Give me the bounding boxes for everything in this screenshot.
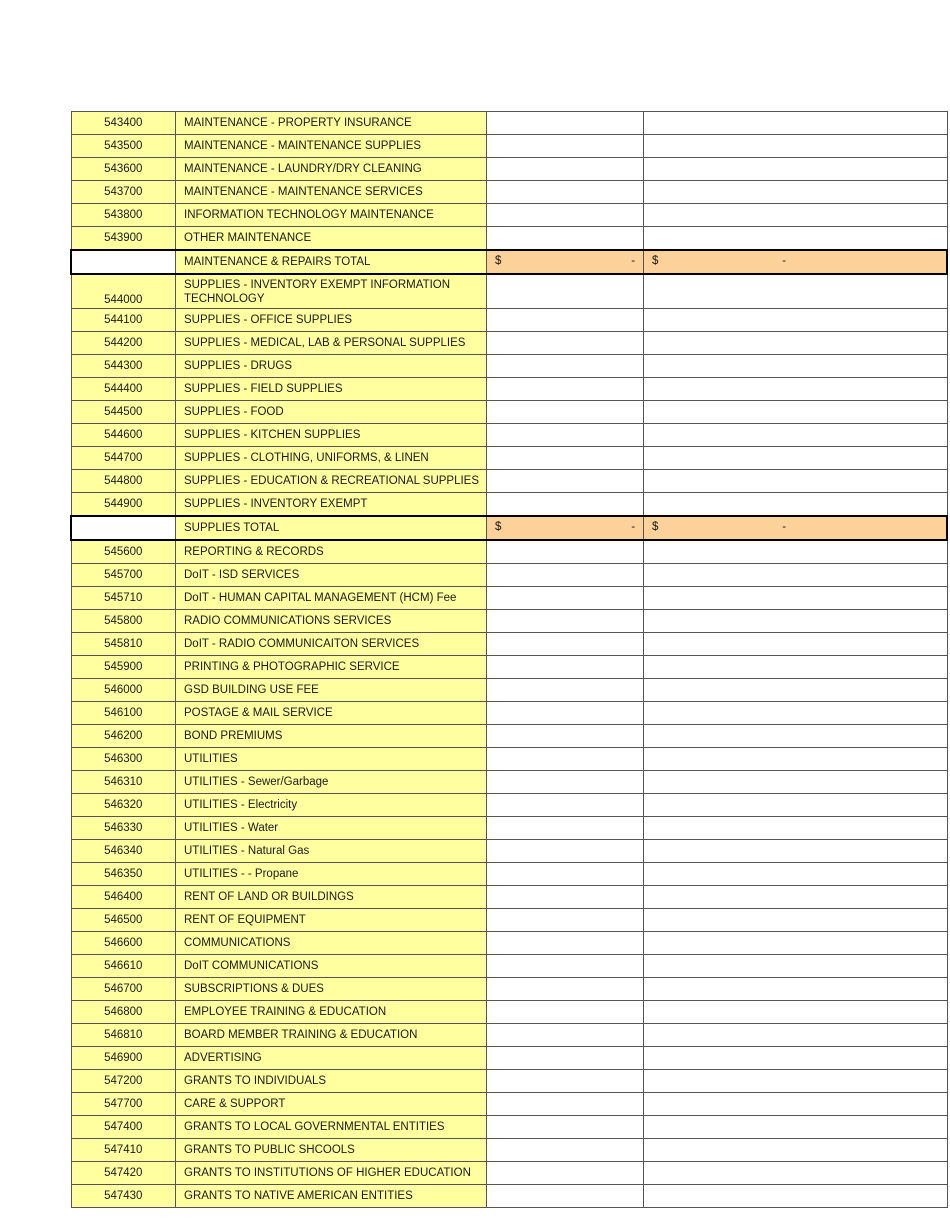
amount-cell-1[interactable] <box>487 886 644 909</box>
account-code: 546500 <box>71 909 176 932</box>
amount-cell-1[interactable] <box>487 1162 644 1185</box>
account-description: SUBSCRIPTIONS & DUES <box>176 978 487 1001</box>
amount-cell-1[interactable] <box>487 863 644 886</box>
account-code: 544800 <box>71 470 176 493</box>
amount-cell-1[interactable] <box>487 274 644 309</box>
account-description: UTILITIES <box>176 748 487 771</box>
currency-symbol: $ <box>495 521 502 534</box>
account-description: COMMUNICATIONS <box>176 932 487 955</box>
amount-cell-2[interactable] <box>644 332 948 355</box>
account-code: 545810 <box>71 633 176 656</box>
amount-cell-2[interactable] <box>644 1139 948 1162</box>
expense-rows <box>71 112 947 1208</box>
amount-cell-1[interactable] <box>487 112 644 135</box>
account-description: POSTAGE & MAIL SERVICE <box>176 702 487 725</box>
table-row <box>71 227 947 251</box>
table-row <box>71 1047 947 1070</box>
account-description: SUPPLIES - MEDICAL, LAB & PERSONAL SUPPLIES <box>176 332 487 355</box>
amount-cell-2[interactable] <box>644 424 948 447</box>
account-description: MAINTENANCE - PROPERTY INSURANCE <box>176 112 487 135</box>
amount-cell-1[interactable] <box>487 1116 644 1139</box>
account-code: 546700 <box>71 978 176 1001</box>
account-description: RENT OF EQUIPMENT <box>176 909 487 932</box>
account-description: SUPPLIES - KITCHEN SUPPLIES <box>176 424 487 447</box>
amount-cell-1[interactable] <box>487 1001 644 1024</box>
account-code: 544400 <box>71 378 176 401</box>
account-code: 544000 <box>71 274 176 309</box>
amount-cell-1[interactable] <box>487 633 644 656</box>
account-description: UTILITIES - Water <box>176 817 487 840</box>
expense-table <box>70 111 948 1208</box>
amount-cell-2[interactable] <box>644 1116 948 1139</box>
amount-cell-1[interactable] <box>487 610 644 633</box>
amount-cell-1[interactable] <box>487 840 644 863</box>
account-code: 544900 <box>71 493 176 517</box>
total-row <box>71 250 947 274</box>
account-description: MAINTENANCE - MAINTENANCE SUPPLIES <box>176 135 487 158</box>
table-row <box>71 447 947 470</box>
account-description: MAINTENANCE - MAINTENANCE SERVICES <box>176 181 487 204</box>
account-code: 547700 <box>71 1093 176 1116</box>
account-description: REPORTING & RECORDS <box>176 540 487 564</box>
account-description: GRANTS TO LOCAL GOVERNMENTAL ENTITIES <box>176 1116 487 1139</box>
amount-cell-2[interactable] <box>644 587 948 610</box>
amount-cell-2[interactable] <box>644 725 948 748</box>
amount-cell-1[interactable] <box>487 564 644 587</box>
amount-cell-1[interactable] <box>487 1185 644 1208</box>
amount-cell-2[interactable] <box>644 702 948 725</box>
table-row <box>71 274 947 309</box>
table-row <box>71 909 947 932</box>
amount-cell-2[interactable] <box>644 1070 948 1093</box>
table-row <box>71 181 947 204</box>
amount-cell-1[interactable] <box>487 1139 644 1162</box>
table-row <box>71 112 947 135</box>
account-description: UTILITIES - Natural Gas <box>176 840 487 863</box>
account-description: RENT OF LAND OR BUILDINGS <box>176 886 487 909</box>
amount-cell-2[interactable] <box>644 112 948 135</box>
amount-cell-1[interactable] <box>487 355 644 378</box>
table-row <box>71 1162 947 1185</box>
account-code: 547430 <box>71 1185 176 1208</box>
amount-cell-2[interactable] <box>644 250 948 274</box>
table-row <box>71 863 947 886</box>
amount-cell-1[interactable] <box>487 378 644 401</box>
amount-cell-1[interactable] <box>487 748 644 771</box>
budget-sheet <box>70 111 948 1208</box>
account-description: SUPPLIES - FOOD <box>176 401 487 424</box>
amount-cell-1[interactable] <box>487 493 644 517</box>
amount-cell-2[interactable] <box>644 401 948 424</box>
amount-cell-1[interactable] <box>487 794 644 817</box>
account-code: 546350 <box>71 863 176 886</box>
account-code: 543500 <box>71 135 176 158</box>
amount-cell-2[interactable] <box>644 794 948 817</box>
amount-cell-2[interactable] <box>644 493 948 517</box>
total-label: SUPPLIES TOTAL <box>176 516 487 540</box>
table-row <box>71 771 947 794</box>
amount-cell-2[interactable] <box>644 1185 948 1208</box>
account-code: 546400 <box>71 886 176 909</box>
table-row <box>71 725 947 748</box>
amount-cell-2[interactable] <box>644 840 948 863</box>
amount-cell-2[interactable] <box>644 748 948 771</box>
account-description: INFORMATION TECHNOLOGY MAINTENANCE <box>176 204 487 227</box>
amount-cell-1[interactable] <box>487 978 644 1001</box>
account-code: 546100 <box>71 702 176 725</box>
amount-cell-1[interactable] <box>487 332 644 355</box>
account-code: 547410 <box>71 1139 176 1162</box>
table-row <box>71 1093 947 1116</box>
table-row <box>71 1139 947 1162</box>
amount-cell-2[interactable] <box>644 909 948 932</box>
table-row <box>71 401 947 424</box>
table-row <box>71 1116 947 1139</box>
table-row <box>71 204 947 227</box>
account-code: 546000 <box>71 679 176 702</box>
amount-cell-2[interactable] <box>644 1093 948 1116</box>
amount-cell-2[interactable] <box>644 817 948 840</box>
account-description: PRINTING & PHOTOGRAPHIC SERVICE <box>176 656 487 679</box>
account-description: SUPPLIES - OFFICE SUPPLIES <box>176 309 487 332</box>
amount-cell-1[interactable] <box>487 470 644 493</box>
amount-cell-2[interactable] <box>644 204 948 227</box>
table-row <box>71 955 947 978</box>
table-row <box>71 587 947 610</box>
table-row <box>71 378 947 401</box>
account-description: DoIT - ISD SERVICES <box>176 564 487 587</box>
account-description: GRANTS TO PUBLIC SHCOOLS <box>176 1139 487 1162</box>
table-row <box>71 886 947 909</box>
currency-symbol: $ <box>495 255 502 268</box>
account-description: BOARD MEMBER TRAINING & EDUCATION <box>176 1024 487 1047</box>
amount-cell-2[interactable] <box>644 610 948 633</box>
amount-cell-1[interactable] <box>487 909 644 932</box>
amount-cell-2[interactable] <box>644 863 948 886</box>
amount-cell-2[interactable] <box>644 1001 948 1024</box>
amount-cell-1[interactable] <box>487 250 644 274</box>
table-row <box>71 332 947 355</box>
account-code: 544200 <box>71 332 176 355</box>
account-code: 543700 <box>71 181 176 204</box>
account-description: GRANTS TO INSTITUTIONS OF HIGHER EDUCATION <box>176 1162 487 1185</box>
account-description: ADVERTISING <box>176 1047 487 1070</box>
amount-cell-1[interactable] <box>487 587 644 610</box>
amount-cell-2[interactable] <box>644 1162 948 1185</box>
amount-cell-1[interactable] <box>487 158 644 181</box>
account-description: SUPPLIES - INVENTORY EXEMPT INFORMATION TECHNOLOGY <box>176 274 487 309</box>
total-amount: - <box>782 521 787 534</box>
table-row <box>71 932 947 955</box>
amount-cell-1[interactable] <box>487 656 644 679</box>
table-row <box>71 564 947 587</box>
account-code: 544500 <box>71 401 176 424</box>
account-description: MAINTENANCE - LAUNDRY/DRY CLEANING <box>176 158 487 181</box>
account-code: 546800 <box>71 1001 176 1024</box>
account-description: GRANTS TO INDIVIDUALS <box>176 1070 487 1093</box>
amount-cell-2[interactable] <box>644 886 948 909</box>
amount-cell-2[interactable] <box>644 227 948 251</box>
account-code: 545800 <box>71 610 176 633</box>
table-row <box>71 309 947 332</box>
account-code: 546330 <box>71 817 176 840</box>
account-code: 547420 <box>71 1162 176 1185</box>
amount-cell-2[interactable] <box>644 470 948 493</box>
account-code: 546600 <box>71 932 176 955</box>
table-row <box>71 978 947 1001</box>
total-amount: - <box>631 255 636 268</box>
account-description: GSD BUILDING USE FEE <box>176 679 487 702</box>
table-row <box>71 355 947 378</box>
amount-cell-1[interactable] <box>487 309 644 332</box>
account-code <box>71 516 176 540</box>
amount-cell-2[interactable] <box>644 158 948 181</box>
amount-cell-1[interactable] <box>487 424 644 447</box>
amount-cell-2[interactable] <box>644 181 948 204</box>
table-row <box>71 424 947 447</box>
account-code: 543800 <box>71 204 176 227</box>
total-amount: - <box>782 255 787 268</box>
amount-cell-2[interactable] <box>644 932 948 955</box>
amount-cell-1[interactable] <box>487 817 644 840</box>
account-description: GRANTS TO NATIVE AMERICAN ENTITIES <box>176 1185 487 1208</box>
table-row <box>71 702 947 725</box>
amount-cell-2[interactable] <box>644 135 948 158</box>
account-code: 545600 <box>71 540 176 564</box>
account-description: SUPPLIES - INVENTORY EXEMPT <box>176 493 487 517</box>
account-code: 546200 <box>71 725 176 748</box>
amount-cell-2[interactable] <box>644 564 948 587</box>
amount-cell-2[interactable] <box>644 355 948 378</box>
amount-cell-2[interactable] <box>644 1024 948 1047</box>
table-row <box>71 1185 947 1208</box>
amount-cell-1[interactable] <box>487 955 644 978</box>
amount-cell-1[interactable] <box>487 181 644 204</box>
amount-cell-1[interactable] <box>487 771 644 794</box>
account-code: 545700 <box>71 564 176 587</box>
table-row <box>71 610 947 633</box>
amount-cell-2[interactable] <box>644 771 948 794</box>
total-label: MAINTENANCE & REPAIRS TOTAL <box>176 250 487 274</box>
account-code: 544300 <box>71 355 176 378</box>
table-row <box>71 656 947 679</box>
table-row <box>71 135 947 158</box>
total-row <box>71 516 947 540</box>
table-row <box>71 633 947 656</box>
account-description: OTHER MAINTENANCE <box>176 227 487 251</box>
amount-cell-1[interactable] <box>487 725 644 748</box>
table-row <box>71 470 947 493</box>
total-amount: - <box>631 521 636 534</box>
amount-cell-1[interactable] <box>487 447 644 470</box>
amount-cell-1[interactable] <box>487 1024 644 1047</box>
account-code: 544600 <box>71 424 176 447</box>
amount-cell-2[interactable] <box>644 378 948 401</box>
table-row <box>71 817 947 840</box>
account-description: BOND PREMIUMS <box>176 725 487 748</box>
account-description: DoIT - HUMAN CAPITAL MANAGEMENT (HCM) Fee <box>176 587 487 610</box>
account-code: 545710 <box>71 587 176 610</box>
table-row <box>71 540 947 564</box>
amount-cell-2[interactable] <box>644 540 948 564</box>
account-code: 546810 <box>71 1024 176 1047</box>
amount-cell-2[interactable] <box>644 309 948 332</box>
amount-cell-1[interactable] <box>487 204 644 227</box>
account-code: 546900 <box>71 1047 176 1070</box>
amount-cell-1[interactable] <box>487 401 644 424</box>
account-code <box>71 250 176 274</box>
table-row <box>71 1024 947 1047</box>
account-code: 545900 <box>71 656 176 679</box>
amount-cell-2[interactable] <box>644 955 948 978</box>
account-description: DoIT COMMUNICATIONS <box>176 955 487 978</box>
amount-cell-2[interactable] <box>644 274 948 309</box>
amount-cell-1[interactable] <box>487 702 644 725</box>
account-code: 543600 <box>71 158 176 181</box>
amount-cell-1[interactable] <box>487 227 644 251</box>
amount-cell-2[interactable] <box>644 516 948 540</box>
amount-cell-1[interactable] <box>487 932 644 955</box>
account-description: SUPPLIES - CLOTHING, UNIFORMS, & LINEN <box>176 447 487 470</box>
account-code: 546610 <box>71 955 176 978</box>
table-row <box>71 1070 947 1093</box>
account-description: UTILITIES - Electricity <box>176 794 487 817</box>
amount-cell-2[interactable] <box>644 679 948 702</box>
amount-cell-1[interactable] <box>487 1047 644 1070</box>
amount-cell-2[interactable] <box>644 978 948 1001</box>
account-description: SUPPLIES - FIELD SUPPLIES <box>176 378 487 401</box>
account-description: CARE & SUPPORT <box>176 1093 487 1116</box>
account-code: 544700 <box>71 447 176 470</box>
amount-cell-1[interactable] <box>487 516 644 540</box>
account-code: 543900 <box>71 227 176 251</box>
account-code: 544100 <box>71 309 176 332</box>
account-description: RADIO COMMUNICATIONS SERVICES <box>176 610 487 633</box>
table-row <box>71 840 947 863</box>
amount-cell-1[interactable] <box>487 679 644 702</box>
account-code: 543400 <box>71 112 176 135</box>
account-code: 547400 <box>71 1116 176 1139</box>
account-code: 546310 <box>71 771 176 794</box>
amount-cell-1[interactable] <box>487 1093 644 1116</box>
account-description: DoIT - RADIO COMMUNICAITON SERVICES <box>176 633 487 656</box>
amount-cell-2[interactable] <box>644 656 948 679</box>
table-row <box>71 158 947 181</box>
account-code: 546340 <box>71 840 176 863</box>
account-description: UTILITIES - - Propane <box>176 863 487 886</box>
amount-cell-1[interactable] <box>487 135 644 158</box>
amount-cell-2[interactable] <box>644 633 948 656</box>
account-code: 546320 <box>71 794 176 817</box>
account-description: SUPPLIES - EDUCATION & RECREATIONAL SUPPLIES <box>176 470 487 493</box>
amount-cell-2[interactable] <box>644 447 948 470</box>
amount-cell-2[interactable] <box>644 1047 948 1070</box>
currency-symbol: $ <box>652 521 659 534</box>
table-row <box>71 1001 947 1024</box>
table-row <box>71 679 947 702</box>
amount-cell-1[interactable] <box>487 540 644 564</box>
account-description: SUPPLIES - DRUGS <box>176 355 487 378</box>
table-row <box>71 794 947 817</box>
account-description: UTILITIES - Sewer/Garbage <box>176 771 487 794</box>
currency-symbol: $ <box>652 255 659 268</box>
table-row <box>71 748 947 771</box>
table-row <box>71 493 947 517</box>
account-code: 547200 <box>71 1070 176 1093</box>
account-code: 546300 <box>71 748 176 771</box>
amount-cell-1[interactable] <box>487 1070 644 1093</box>
account-description: EMPLOYEE TRAINING & EDUCATION <box>176 1001 487 1024</box>
